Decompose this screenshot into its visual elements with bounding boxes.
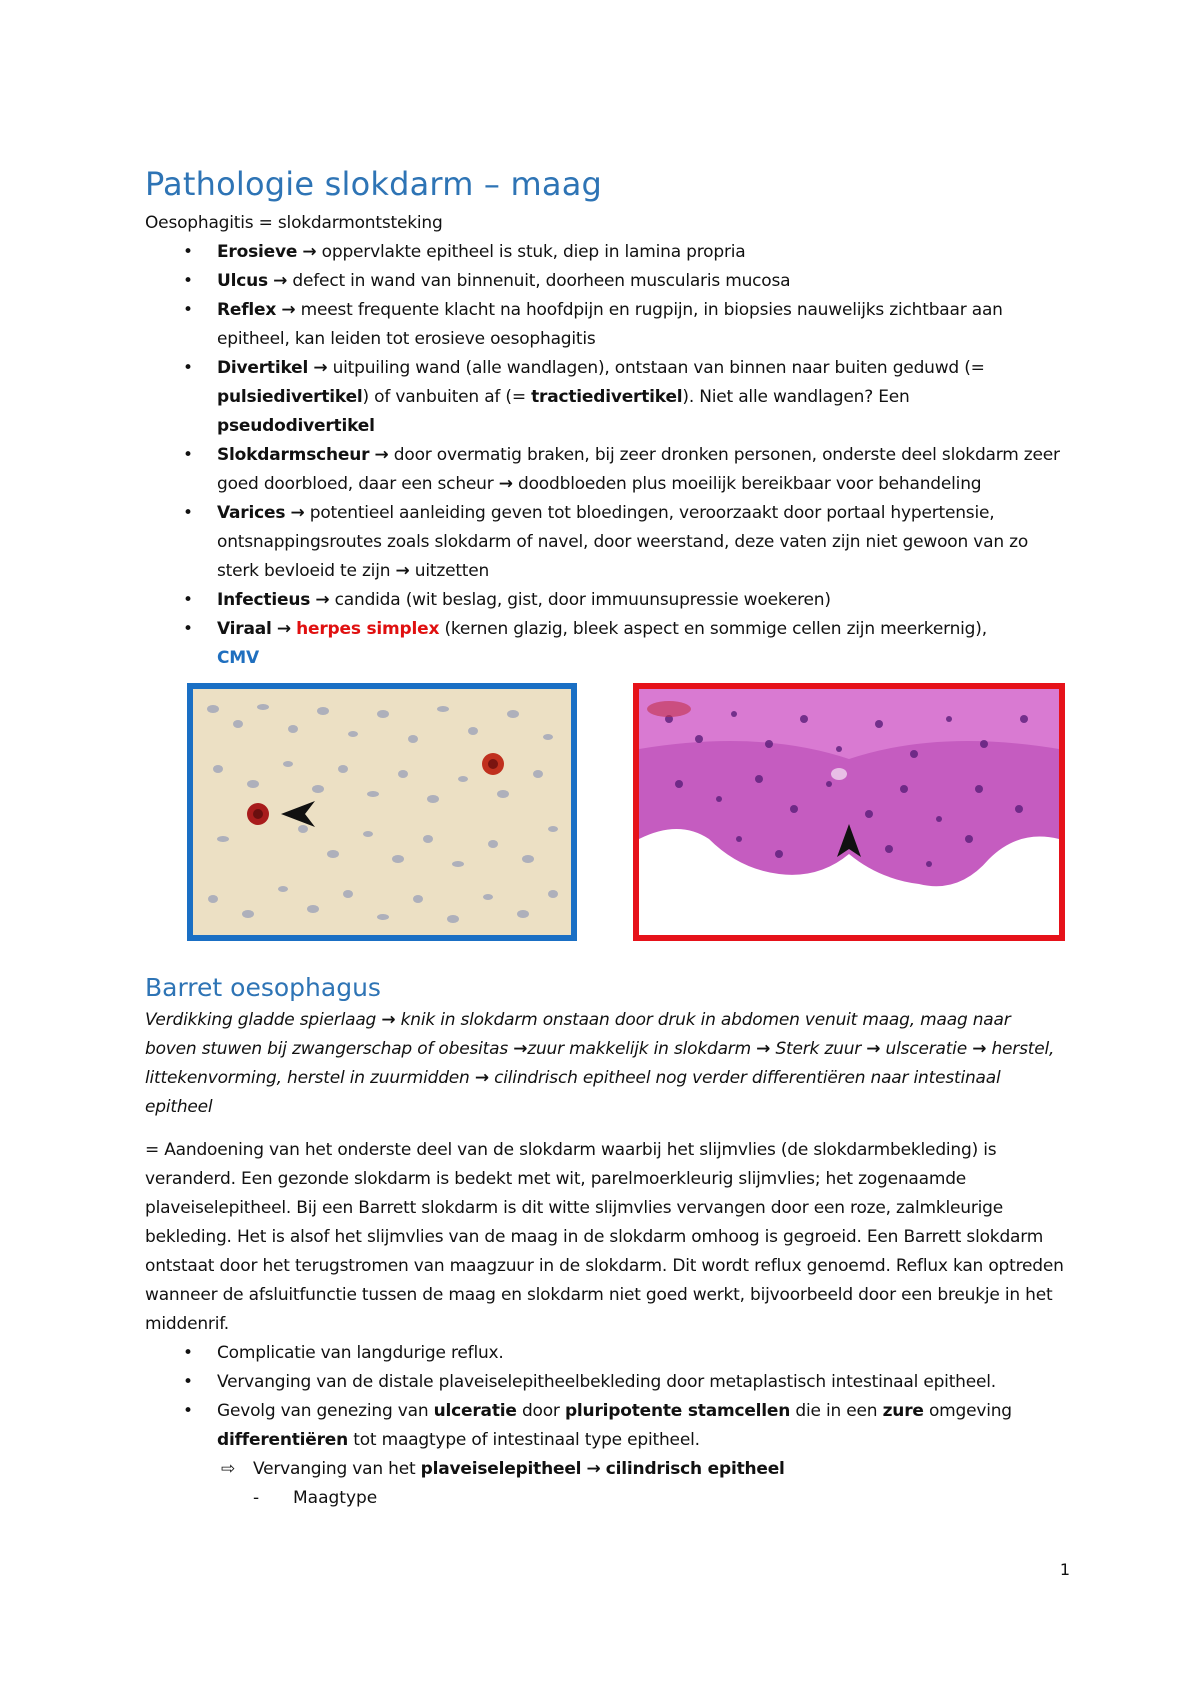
list-item: • Divertikel → uitpuiling wand (alle wandlagen), ontstaan van binnen naar buiten geduwd (= pulsiedivertikel) of vanbuiten af (= tractiedivertikel). Niet alle wandlagen? Een pseudodivertikel xyxy=(145,354,1065,441)
list-item: ⇨ Vervanging van het plaveiselepitheel → cilindrisch epitheel xyxy=(145,1455,1065,1484)
herpes-label: herpes simplex xyxy=(296,619,440,639)
barret-list xyxy=(145,1339,1065,1455)
bullet-icon: • xyxy=(183,1401,193,1421)
list-item: • Erosieve → oppervlakte epitheel is stuk, diep in lamina propria xyxy=(145,238,1065,267)
bullet-icon: • xyxy=(183,271,193,291)
bullet-icon: • xyxy=(183,619,193,639)
barret-subsublist xyxy=(145,1484,1065,1513)
list-item: • Reflex → meest frequente klacht na hoofdpijn en rugpijn, in biopsies nauwelijks zichtbaar aan epitheel, kan leiden tot erosieve oesophagitis xyxy=(145,296,1065,354)
barret-paragraph: = Aandoening van het onderste deel van de slokdarm waarbij het slijmvlies (de slokdarmbekleding) is veranderd. Een gezonde slokdarm is bedekt met wit, parelmoerkleurig slijmvlies; het zogenaamde plaveiselepitheel. Bij een Barrett slokdarm is dit witte slijmvlies vervangen door een roze, zalmkleurige bekleding. Het is alsof het slijmvlies van de maag in de slokdarm omhoog is gegroeid. Een Barrett slokdarm ontstaat door het terugstromen van maagzuur in de slokdarm. Dit wordt reflux genoemd. Reflux kan optreden wanneer de afsluitfunctie tussen de maag en slokdarm niet goed werkt, bijvoorbeeld door een breukje in het middenrif. xyxy=(145,1140,1064,1334)
list-item: • Slokdarmscheur → door overmatig braken, bij zeer dronken personen, onderste deel slokdarm zeer goed doorbloed, daar een scheur → doodbloeden plus moeilijk bereikbaar voor behandeling xyxy=(145,441,1065,499)
oesophagitis-list xyxy=(145,238,1065,673)
bullet-icon: • xyxy=(183,445,193,465)
list-item: • Gevolg van genezing van ulceratie door pluripotente stamcellen die in een zure omgeving differentiëren tot maagtype of intestinaal type epitheel. xyxy=(145,1397,1065,1455)
list-item: - Maagtype xyxy=(145,1484,1065,1513)
bullet-icon: • xyxy=(183,1372,193,1392)
bullet-icon: • xyxy=(183,300,193,320)
bullet-icon: • xyxy=(183,358,193,378)
cmv-label: CMV xyxy=(217,648,259,668)
outline-arrow-icon: ⇨ xyxy=(221,1459,236,1479)
list-item: • Ulcus → defect in wand van binnenuit, doorheen muscularis mucosa xyxy=(145,267,1065,296)
bullet-icon: • xyxy=(183,503,193,523)
histology-images xyxy=(145,683,1065,953)
list-item: • Viraal → herpes simplex (kernen glazig, bleek aspect en sommige cellen zijn meerkernig), CMV xyxy=(145,615,1065,673)
herpes-histology-image xyxy=(633,683,1065,941)
list-item: • Infectieus → candida (wit beslag, gist, door immuunsupressie woekeren) xyxy=(145,586,1065,615)
page-content xyxy=(145,165,1065,1513)
page-title: Pathologie slokdarm – maag xyxy=(145,165,603,203)
page-number: 1 xyxy=(1059,1560,1070,1579)
list-item: • Complicatie van langdurige reflux. xyxy=(145,1339,1065,1368)
section-title-barret: Barret oesophagus xyxy=(145,973,381,1002)
intro-line: Oesophagitis = slokdarmontsteking xyxy=(145,213,443,233)
list-item: • Vervanging van de distale plaveiselepitheelbekleding door metaplastisch intestinaal epitheel. xyxy=(145,1368,1065,1397)
bullet-icon: • xyxy=(183,242,193,262)
list-item: • Varices → potentieel aanleiding geven tot bloedingen, veroorzaakt door portaal hypertensie, ontsnappingsroutes zoals slokdarm of navel, door weerstand, deze vaten zijn niet gewoon van zo sterk bevloeid te zijn → uitzetten xyxy=(145,499,1065,586)
herpes-tissue-illustration xyxy=(639,689,1059,935)
cmv-tissue-illustration xyxy=(193,689,571,935)
bullet-icon: • xyxy=(183,1343,193,1363)
dash-icon: - xyxy=(253,1488,260,1508)
barret-summary: Verdikking gladde spierlaag → knik in slokdarm onstaan door druk in abdomen venuit maag, maag naar boven stuwen bij zwangerschap of obesitas →zuur makkelijk in slokdarm → Sterk zuur → ulsceratie → herstel, littekenvorming, herstel in zuurmidden → cilindrisch epitheel nog verder differentiëren naar intestinaal epitheel xyxy=(145,1010,1055,1117)
cmv-histology-image xyxy=(187,683,577,941)
bullet-icon: • xyxy=(183,590,193,610)
barret-sublist xyxy=(145,1455,1065,1484)
